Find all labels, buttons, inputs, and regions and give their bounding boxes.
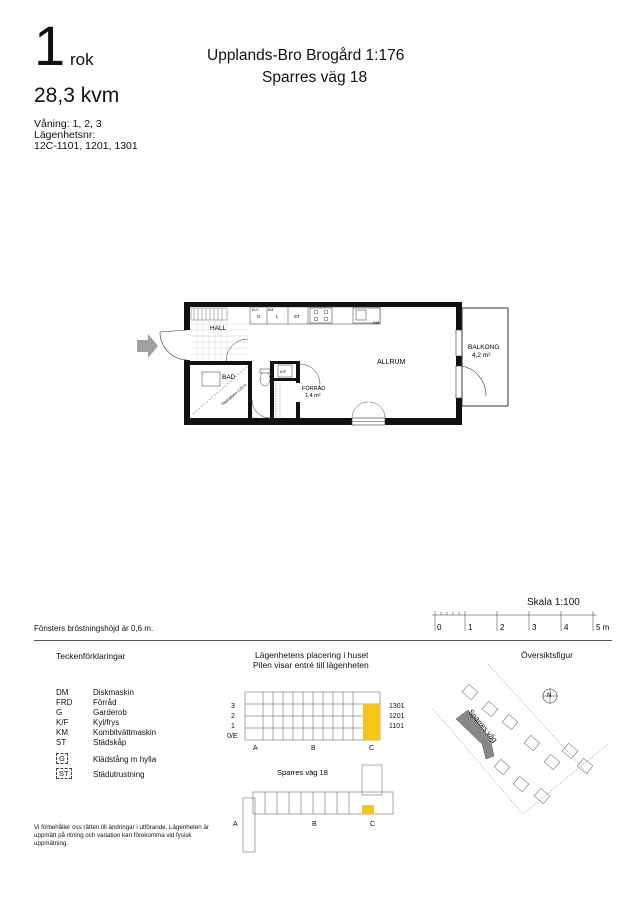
building-name: Sparres väg 18 — [277, 768, 328, 777]
highlight-plan — [362, 805, 374, 814]
room-label-hall: HALL — [210, 325, 227, 332]
floor-plan — [130, 294, 520, 434]
floor-label: 0/E — [227, 733, 238, 740]
label-l: L — [276, 314, 279, 319]
stair-label: B — [311, 745, 316, 752]
label-elc: ELC — [252, 308, 259, 312]
rooms-unit: rok — [70, 50, 94, 69]
building-plan — [225, 762, 420, 857]
storage-shelves — [276, 383, 280, 417]
legend-desc: Förråd — [93, 698, 117, 707]
boxed-code: G — [56, 753, 68, 764]
scale-tick-1: 1 — [468, 623, 473, 632]
storage-door — [300, 364, 320, 384]
label-kf: K/F — [280, 369, 287, 374]
scale-tick-4: 4 — [564, 623, 569, 632]
legend-desc: Städskåp — [93, 738, 127, 747]
apartment-label: 1101 — [389, 723, 405, 730]
site-overview-map — [428, 664, 611, 834]
legend-boxed-code — [56, 754, 68, 763]
project-title: Upplands-Bro Brogård 1:176 — [207, 47, 405, 64]
apartment-label: 1201 — [389, 713, 405, 720]
floor-label: 1 — [231, 723, 235, 730]
legend-code: G — [56, 708, 63, 717]
label-dm: DM — [373, 320, 380, 325]
legend-desc: Garderob — [93, 708, 127, 717]
floor-label: 2 — [231, 713, 235, 720]
floor-levels: Våning: 1, 2, 3 — [34, 118, 102, 130]
legend-desc: Kombitvättmaskin — [93, 728, 157, 737]
overview-title: Översiktsfigur — [521, 650, 573, 660]
north-label: N — [547, 693, 552, 699]
room-label-forrad: FÖRRÅD — [302, 386, 326, 392]
hall-wardrobe — [191, 308, 227, 320]
legend-code: FRD — [56, 698, 73, 707]
legend-code: ST — [56, 738, 67, 747]
label-st: ST — [294, 314, 300, 319]
room-label-allrum: ALLRUM — [377, 359, 406, 366]
scale-tick-5: 5 m — [596, 623, 610, 632]
legend-code: DM — [56, 688, 69, 697]
legend-desc: Kyl/frys — [93, 718, 120, 727]
highlight-1201 — [363, 716, 380, 728]
stair-label: C — [369, 745, 375, 752]
scale-bar — [432, 611, 612, 633]
project-address: Sparres väg 18 — [262, 69, 368, 86]
entrance-door — [160, 330, 187, 360]
apartment-numbers: 12C-1101, 1201, 1301 — [34, 140, 138, 152]
placement-subtitle: Pilen visar entré till lägenheten — [253, 660, 369, 670]
apartment-number-label: Lägenhetsnr: — [34, 129, 96, 141]
bathroom-door-2 — [252, 400, 270, 418]
floor-label: 3 — [231, 703, 235, 710]
legend-title: Teckenförklaringar — [56, 651, 126, 661]
window-sill-note: Fönsters bröstningshöjd är 0,6 m. — [34, 624, 154, 633]
rooms-count: 1 — [34, 14, 66, 77]
scale-tick-0: 0 — [437, 623, 442, 632]
label-km: KM — [268, 308, 274, 312]
building-section — [225, 684, 420, 754]
boxed-code: ST — [56, 768, 72, 779]
window-bottom — [352, 402, 385, 425]
legend-code: KM — [56, 728, 68, 737]
section-divider — [34, 640, 612, 641]
legend-code: K/F — [56, 718, 69, 727]
entry-arrow-icon — [137, 334, 158, 358]
stair-label: A — [253, 745, 258, 752]
bathroom-door — [226, 339, 248, 361]
apartment-area: 28,3 kvm — [34, 84, 120, 107]
scale-label: Skala 1:100 — [527, 597, 580, 608]
street-label: Sparres väg — [466, 707, 500, 745]
accessibility-note: Tillgänglighet 2,25 m — [220, 383, 248, 407]
scale-tick-3: 3 — [532, 623, 537, 632]
room-area-balkong: 4,2 m² — [472, 352, 491, 359]
room-label-bad: BAD — [222, 374, 236, 381]
room-area-forrad: 1,4 m² — [305, 393, 321, 399]
legend-desc: Diskmaskin — [93, 688, 134, 697]
disclaimer: Vi förbehåller oss rätten till ändringar i utförande. Lägenheten är uppmätt på ritning och variation kan förekomma vid fysisk uppmätning. — [34, 824, 209, 847]
stair-label: C — [370, 821, 376, 828]
highlight-1101 — [363, 728, 380, 740]
placement-title: Lägenhetens placering i huset — [255, 650, 369, 660]
legend-desc: Klädstång m hylla — [93, 755, 157, 764]
legend-boxed-code — [56, 769, 72, 778]
legend-desc: Städutrustning — [93, 770, 145, 779]
apartment-label: 1301 — [389, 703, 405, 710]
stair-label: A — [233, 821, 238, 828]
label-g: G — [257, 314, 261, 319]
stair-label: B — [312, 821, 317, 828]
scale-tick-2: 2 — [500, 623, 505, 632]
highlight-1301 — [363, 704, 380, 716]
room-label-balkong: BALKONG — [468, 344, 500, 351]
